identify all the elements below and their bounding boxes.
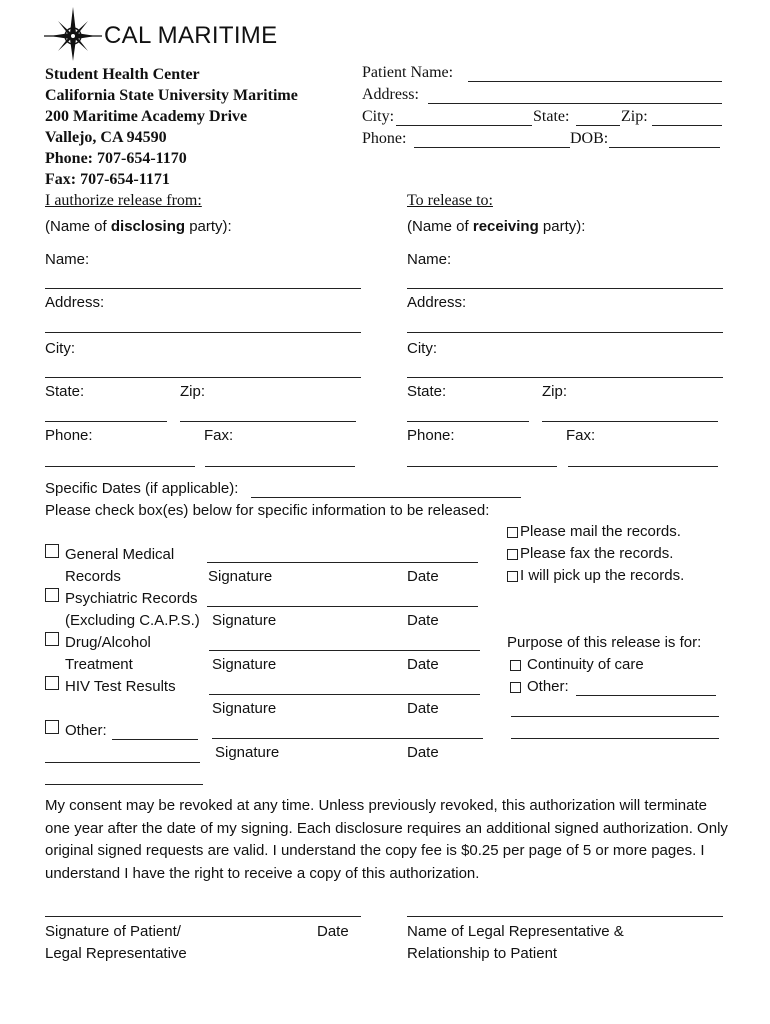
patient-phone-field[interactable] [414, 147, 570, 148]
to-state-label: State: [407, 383, 447, 400]
general-medical-checkbox[interactable] [45, 544, 59, 558]
other-record-field[interactable] [112, 739, 198, 740]
to-zip-label: Zip: [542, 383, 568, 400]
footer-date-caption: Date [317, 923, 349, 940]
date-caption: Date [407, 568, 439, 585]
receiving-party-caption: (Name of receiving party): [407, 218, 586, 235]
drug-alcohol-checkbox[interactable] [45, 632, 59, 646]
from-phone-label: Phone: [45, 427, 93, 444]
other-record-field-line3[interactable] [45, 784, 203, 785]
other-record-label: Other: [65, 722, 107, 739]
from-zip-label: Zip: [180, 383, 206, 400]
to-name-label: Name: [407, 251, 452, 268]
from-name-label: Name: [45, 251, 90, 268]
to-fax-label: Fax: [566, 427, 596, 444]
patient-address-label: Address: [362, 86, 419, 103]
compass-star-icon [42, 5, 104, 63]
patient-phone-label: Phone: [362, 130, 407, 147]
clinic-line: Fax: 707-654-1171 [45, 171, 170, 188]
to-address-field[interactable] [407, 332, 723, 333]
signature-caption: Signature [208, 568, 273, 585]
purpose-other-field-line3[interactable] [511, 738, 719, 739]
specific-dates-label: Specific Dates (if applicable): [45, 480, 239, 497]
date-caption: Date [407, 744, 439, 761]
continuity-of-care-label: Continuity of care [527, 656, 644, 673]
clinic-address-block [45, 64, 298, 190]
to-phone-label: Phone: [407, 427, 455, 444]
to-state-field[interactable] [407, 421, 529, 422]
hiv-test-results-checkbox[interactable] [45, 676, 59, 690]
patient-zip-label: Zip: [621, 108, 648, 125]
clinic-line: Student Health Center [45, 66, 200, 83]
patient-signature-caption: Signature of Patient/ [45, 923, 181, 940]
clinic-line: 200 Maritime Academy Drive [45, 108, 248, 125]
release-from-heading: I authorize release from: [45, 192, 202, 209]
specific-dates-field[interactable] [251, 497, 521, 498]
clinic-line: California State University Maritime [45, 87, 298, 104]
psychiatric-records-checkbox[interactable] [45, 588, 59, 602]
check-instruction: Please check box(es) below for specific information to be released: [45, 502, 490, 519]
to-zip-field[interactable] [542, 421, 718, 422]
to-fax-field[interactable] [568, 466, 718, 467]
other-signature-field[interactable] [212, 738, 483, 739]
patient-state-label: State: [533, 108, 570, 125]
from-fax-label: Fax: [204, 427, 234, 444]
patient-dob-label: DOB: [570, 130, 609, 147]
to-city-label: City: [407, 340, 437, 357]
other-record-field-line2[interactable] [45, 762, 200, 763]
patient-address-field[interactable] [428, 103, 722, 104]
patient-signature-field[interactable] [45, 916, 361, 917]
representative-caption: Name of Legal Representative & [407, 923, 624, 940]
date-caption: Date [407, 656, 439, 673]
patient-dob-field[interactable] [609, 147, 720, 148]
representative-name-field[interactable] [407, 916, 723, 917]
psychiatric-records-label-cont: (Excluding C.A.P.S.) [65, 612, 200, 629]
from-city-label: City: [45, 340, 75, 357]
from-name-field[interactable] [45, 288, 361, 289]
signature-caption: Signature [212, 700, 277, 717]
from-zip-field[interactable] [180, 421, 356, 422]
signature-caption: Signature [212, 612, 277, 629]
to-phone-field[interactable] [407, 466, 557, 467]
logo-wordmark: CAL MARITIME [104, 22, 278, 49]
purpose-other-checkbox[interactable] [510, 682, 521, 693]
patient-city-field[interactable] [396, 125, 532, 126]
continuity-of-care-checkbox[interactable] [510, 660, 521, 671]
general-medical-signature-field[interactable] [207, 562, 478, 563]
patient-zip-field[interactable] [652, 125, 722, 126]
from-address-label: Address: [45, 294, 105, 311]
patient-name-field[interactable] [468, 81, 722, 82]
purpose-other-field-line2[interactable] [511, 716, 719, 717]
patient-state-field[interactable] [576, 125, 620, 126]
patient-signature-caption-cont: Legal Representative [45, 945, 187, 962]
other-record-checkbox[interactable] [45, 720, 59, 734]
purpose-heading: Purpose of this release is for: [507, 634, 702, 651]
mail-records-label: Please mail the records. [520, 523, 681, 540]
purpose-other-label: Other: [527, 678, 569, 695]
drug-alcohol-label-cont: Treatment [65, 656, 133, 673]
from-state-label: State: [45, 383, 85, 400]
release-to-heading: To release to: [407, 192, 493, 209]
clinic-line: Vallejo, CA 94590 [45, 129, 167, 146]
signature-caption: Signature [215, 744, 280, 761]
hiv-signature-field[interactable] [209, 694, 480, 695]
consent-paragraph: My consent may be revoked at any time. Unless previously revoked, this authorization will terminate one year after the date of my signing. Each disclosure requires an additional signed authorization. Only original signed requests are valid. I understand the copy fee is $0.25 per page of 5 or more pages. I understand I have the right to receive a copy of this authorization. [45, 797, 728, 882]
fax-records-label: Please fax the records. [520, 545, 674, 562]
drug-alcohol-label: Drug/Alcohol [65, 634, 151, 651]
to-name-field[interactable] [407, 288, 723, 289]
date-caption: Date [407, 612, 439, 629]
general-medical-label-cont: Records [65, 568, 121, 585]
pick-up-records-checkbox[interactable] [507, 571, 518, 582]
signature-caption: Signature [212, 656, 277, 673]
patient-name-label: Patient Name: [362, 64, 454, 81]
representative-caption-cont: Relationship to Patient [407, 945, 558, 962]
patient-city-label: City: [362, 108, 395, 125]
fax-records-checkbox[interactable] [507, 549, 518, 560]
from-city-field[interactable] [45, 377, 361, 378]
to-city-field[interactable] [407, 377, 723, 378]
date-caption: Date [407, 700, 439, 717]
from-address-field[interactable] [45, 332, 361, 333]
drug-alcohol-signature-field[interactable] [209, 650, 480, 651]
clinic-line: Phone: 707-654-1170 [45, 150, 187, 167]
purpose-other-field[interactable] [576, 695, 716, 696]
general-medical-label: General Medical [65, 546, 175, 563]
from-fax-field[interactable] [205, 466, 355, 467]
hiv-test-results-label: HIV Test Results [65, 678, 176, 695]
disclosing-party-caption: (Name of disclosing party): [45, 218, 232, 235]
from-phone-field[interactable] [45, 466, 195, 467]
pick-up-records-label: I will pick up the records. [520, 567, 685, 584]
mail-records-checkbox[interactable] [507, 527, 518, 538]
from-state-field[interactable] [45, 421, 167, 422]
psychiatric-signature-field[interactable] [207, 606, 478, 607]
to-address-label: Address: [407, 294, 467, 311]
psychiatric-records-label: Psychiatric Records [65, 590, 198, 607]
